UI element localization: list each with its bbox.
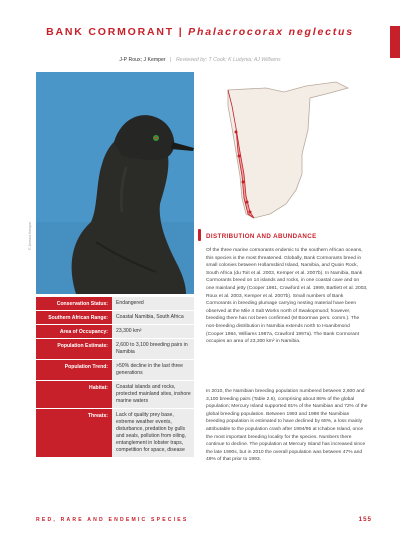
row-value: Coastal Namibia, South Africa xyxy=(112,311,194,324)
row-label: Area of Occupancy: xyxy=(36,325,112,338)
conservation-summary-table xyxy=(36,297,194,458)
distribution-map xyxy=(206,72,366,222)
row-value: 2,600 to 3,100 breeding pairs in Namibia xyxy=(112,339,194,359)
common-name: BANK CORMORANT xyxy=(46,26,174,38)
table-row xyxy=(36,311,194,325)
row-value: 23,300 km² xyxy=(112,325,194,338)
bank-cormorant-photo xyxy=(36,72,194,294)
colony-point xyxy=(238,155,241,158)
page-number: 155 xyxy=(358,516,372,523)
row-label: Threats: xyxy=(36,409,112,457)
row-label: Population Estimate: xyxy=(36,339,112,359)
colony-point xyxy=(235,131,238,134)
cormorant-illustration xyxy=(36,72,194,294)
photo-credit: © Jessica Kemper xyxy=(28,221,32,250)
title-divider: | xyxy=(178,26,184,38)
row-label: Habitat: xyxy=(36,381,112,408)
row-label: Population Trend: xyxy=(36,360,112,380)
row-value: Lack of quality prey base, extreme weather events, disturbance, predation by gulls and seals, pollution from oiling, entanglement in lobster traps, competition for space, disease xyxy=(112,409,194,457)
table-row xyxy=(36,339,194,360)
colony-point xyxy=(249,211,252,214)
row-value: Coastal islands and rocks, protected mainland sites, inshore marine waters xyxy=(112,381,194,408)
colony-point xyxy=(242,181,245,184)
table-row xyxy=(36,325,194,339)
colony-point xyxy=(246,201,249,204)
distribution-paragraph: Of the three marine cormorants endemic to the southern African oceans, this species is the most threatened. Globally, Bank Cormorants breed in small colonies between Hollamsbird Island, Namibia, and Quoin Rock, South Africa (du Toit et al. 2003, Kemper et al. 2007b). In Namibia, Bank Cormorants breed on 14 islands and rocks, in one coastal cave and on one mainland jetty (Cooper 1981, Crawford et al. 1999, Bartlett et al. 2003, Roux et al. 2003, Kemper et al. 2007b). Small numbers of Bank Cormorants in breeding plumage carrying nesting material have been observed at the Mile 4 Salt Works north of Swakopmund; however, breeding there has not been confirmed (M Boorman pers. comm.). The non-breeding distribution in Namibia extends north to Hoanibmond (Cooper 1984, Williams 1987a, Crawford 1997a). The Bank Cormorant occupies an area of 23,300 km² in Namibia. xyxy=(206,248,368,345)
footer-series-title: RED, RARE AND ENDEMIC SPECIES xyxy=(36,517,189,523)
page-title xyxy=(0,26,400,38)
section-marker xyxy=(198,229,201,241)
namibia-map-graphic xyxy=(206,72,366,222)
table-row xyxy=(36,297,194,311)
abundance-paragraph: In 2010, the Namibian breeding population numbered between 2,600 and 3,100 breeding pairs (Table 2.6), comprising about 86% of the global population; Mercury Island supported 81% of the Namibian and 72% of the global breeding population. Between 1993 and 1998 the Namibian breeding population is estimated to have declined by 68%, a loss mainly attributable to the population crash after 1994/95 at Ichaboe Island, once the most important breeding locality for the species. Numbers there continue to decline. The population at Mercury Island has increased since the late 1990s, but in 2010 the overall population was between 47% and 49% of that prior to 1993. xyxy=(206,389,368,463)
table-row xyxy=(36,360,194,381)
row-value: Endangered xyxy=(112,297,194,310)
author-names: J-P Roux; J Kemper xyxy=(119,57,166,63)
section-heading: DISTRIBUTION AND ABUNDANCE xyxy=(206,233,317,240)
row-label: Southern African Range: xyxy=(36,311,112,324)
author-line xyxy=(0,57,400,63)
row-value: >50% decline in the last three generations xyxy=(112,360,194,380)
reviewers: Reviewed by: T Cook; K Ludynia; AJ Williams xyxy=(175,57,281,63)
table-row xyxy=(36,381,194,409)
author-separator: | xyxy=(170,57,172,63)
scientific-name: Phalacrocorax neglectus xyxy=(188,26,354,38)
table-row xyxy=(36,409,194,458)
row-label: Conservation Status: xyxy=(36,297,112,310)
